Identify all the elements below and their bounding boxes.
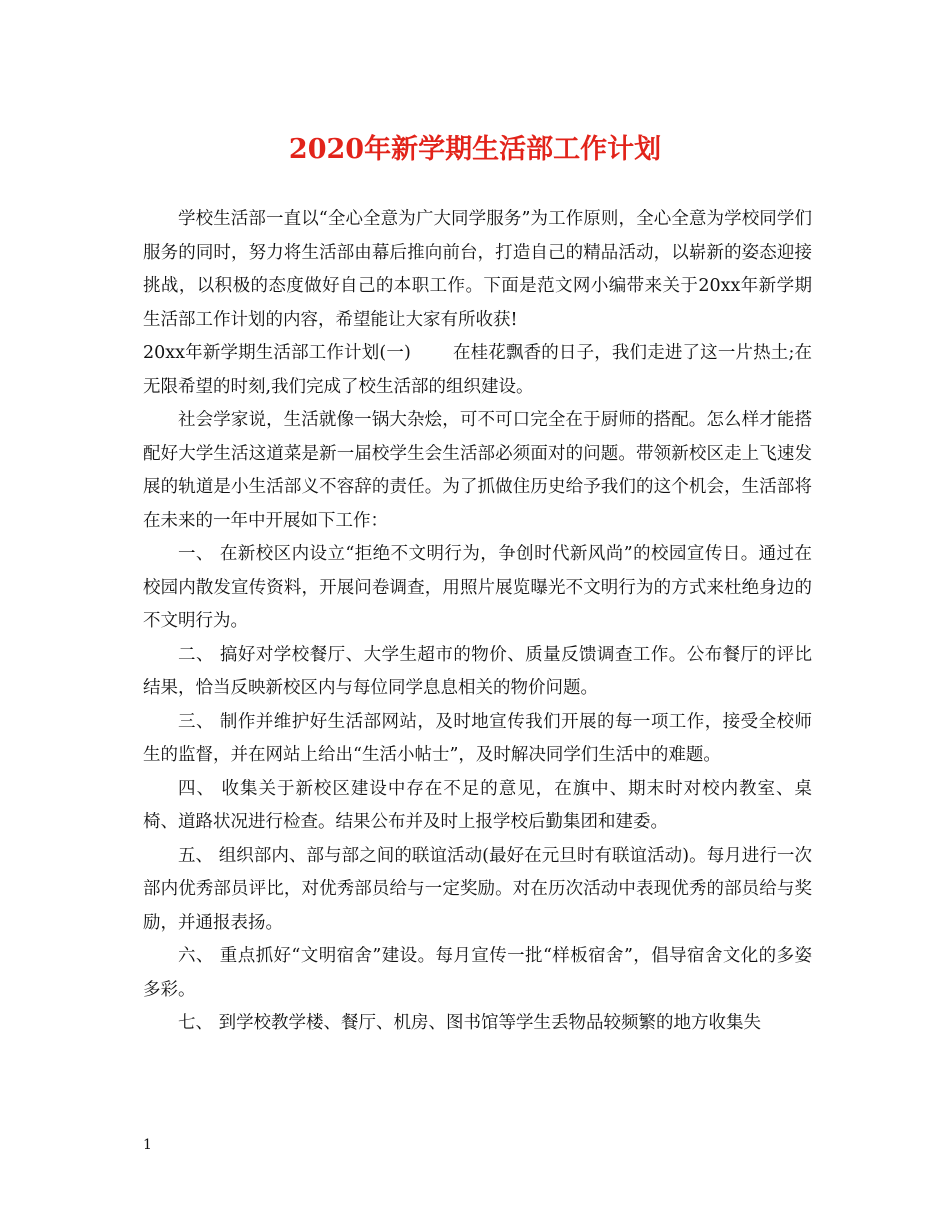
plan-item: 四、 收集关于新校区建设中存在不足的意见，在旗中、期末时对校内教室、桌椅、道路状况进行检查。结果公布并及时上报学校后勤集团和建委。 <box>143 778 812 832</box>
document-title: 2020年新学期生活部工作计划 <box>288 134 662 165</box>
plan-item: 三、 制作并维护好生活部网站，及时地宣传我们开展的每一项工作，接受全校师生的监督，并在网站上给出“生活小帖士”，及时解决同学们生活中的难题。 <box>143 711 812 765</box>
page-number: 1 <box>143 1137 152 1153</box>
plan-item: 六、 重点抓好“文明宿舍”建设。每月宣传一批“样板宿舍”，倡导宿舍文化的多姿多彩。 <box>143 946 812 1000</box>
section-heading: 20xx年新学期生活部工作计划(一) <box>143 343 411 363</box>
section-paragraph <box>143 337 812 404</box>
plan-item: 二、 搞好对学校餐厅、大学生超市的物价、质量反馈调查工作。公布餐厅的评比结果，恰当反映新校区内与每位同学息息相关的物价问题。 <box>143 644 812 698</box>
plan-item: 一、 在新校区内设立“拒绝不文明行为，争创时代新风尚”的校园宣传日。通过在校园内散发宣传资料，开展问卷调查，用照片展览曝光不文明行为的方式来杜绝身边的不文明行为。 <box>143 544 812 631</box>
society-paragraph: 社会学家说，生活就像一锅大杂烩，可不可口完全在于厨师的搭配。怎么样才能搭配好大学生活这道菜是新一届校学生会生活部必须面对的问题。带领新校区走上飞速发展的轨道是小生活部义不容辞的责任。为了抓做住历史给予我们的这个机会，生活部将在未来的一年中开展如下工作： <box>143 410 812 531</box>
document-body <box>143 203 812 1041</box>
intro-paragraph: 学校生活部一直以“全心全意为广大同学服务”为工作原则，全心全意为学校同学们服务的同时，努力将生活部由幕后推向前台，打造自己的精品活动，以崭新的姿态迎接挑战，以积极的态度做好自己的本职工作。下面是范文网小编带来关于20xx年新学期生活部工作计划的内容，希望能让大家有所收获! <box>143 209 812 330</box>
plan-item: 五、 组织部内、部与部之间的联谊活动(最好在元旦时有联谊活动)。每月进行一次部内优秀部员评比，对优秀部员给与一定奖励。对在历次活动中表现优秀的部员给与奖励，并通报表扬。 <box>143 845 812 933</box>
section-opening: 在桂花飘香的日子，我们走进了这一片热土;在无限希望的时刻,我们完成了校生活部的组织建设。 <box>143 343 812 397</box>
plan-item: 七、 到学校教学楼、餐厅、机房、图书馆等学生丢物品较频繁的地方收集失 <box>178 1013 762 1033</box>
